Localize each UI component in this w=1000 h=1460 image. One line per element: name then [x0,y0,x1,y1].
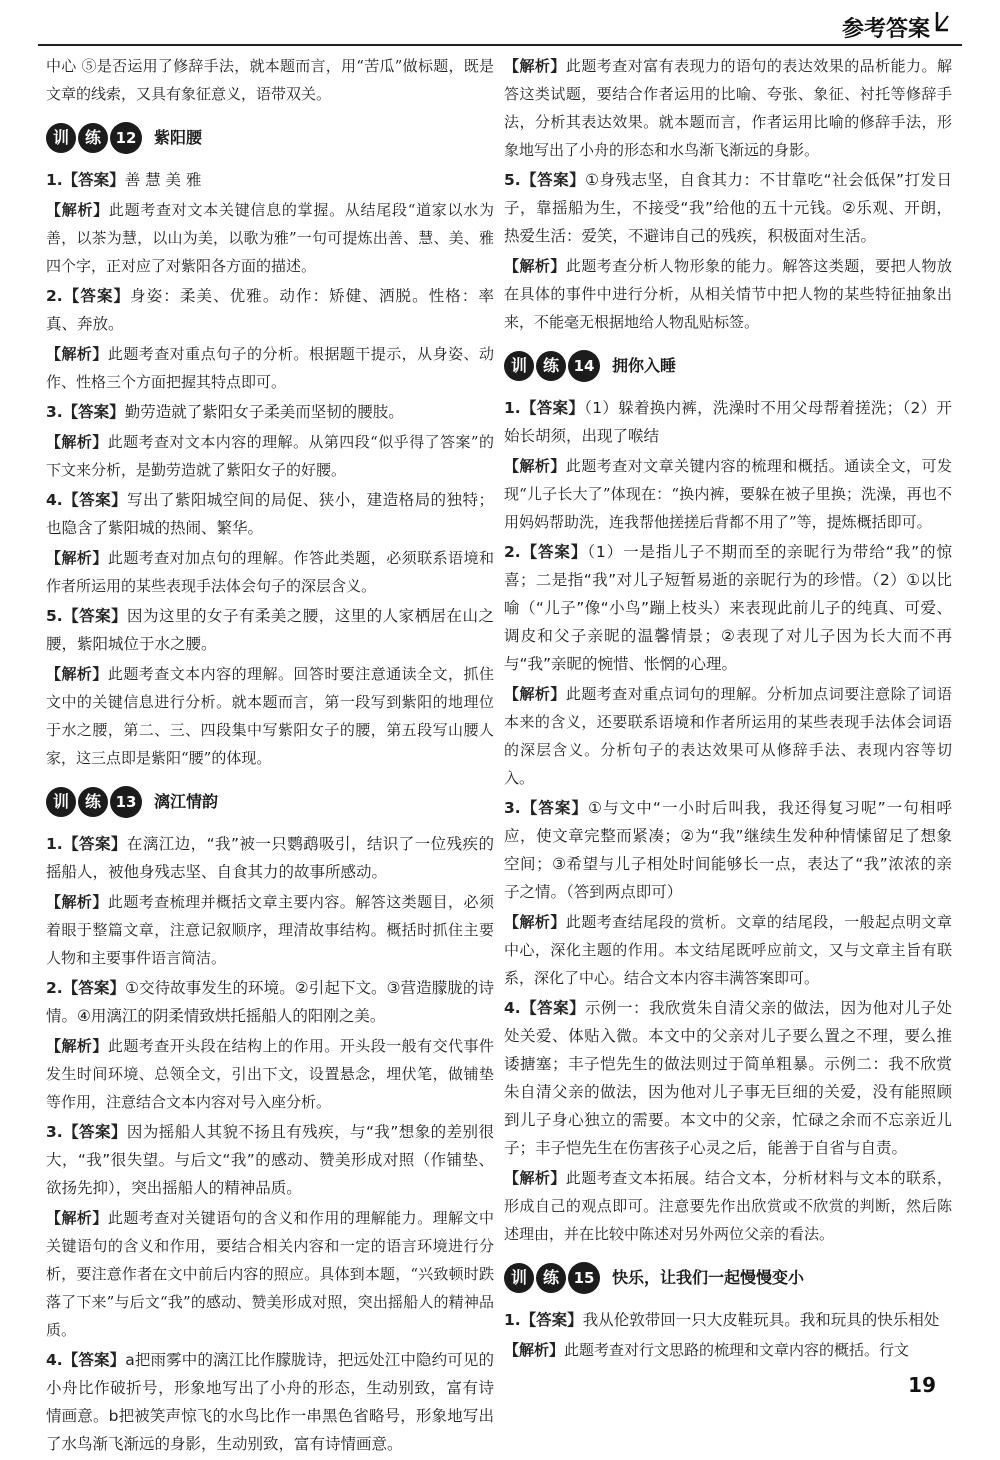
item-tag: 4.【答案】 [504,999,586,1017]
analysis-item [504,52,952,164]
section-number-badge: 12 [110,122,142,154]
item-text: 在漓江边，“我”被一只鹦鹉吸引，结识了一位残疾的摇船人，被他身残志坚、自食其力的故事所感动。 [46,835,494,881]
section-badge-char: 练 [78,787,108,817]
answer-item [504,994,952,1162]
answer-item [504,1306,952,1334]
item-tag: 2.【答案】 [46,979,126,997]
item-text: a把雨雾中的漓江比作朦胧诗，把远处江中隐约可见的小舟比作破折号，形象地写出了小舟的形态，生动别致，富有诗情画意。b把被笑声惊飞的水鸟比作一串黑色省略号，形象地写出了水鸟渐飞渐远的身影，生动别致，富有诗情画意。 [46,1351,494,1453]
item-text: ①身残志坚，自食其力：不甘靠吃“社会低保”打发日子，靠摇船为生，不接受“我”给他的五十元钱。②乐观、开朗，热爱生活：爱笑，不避讳自己的残疾，积极面对生活。 [504,171,952,245]
analysis-item [46,660,494,772]
item-tag: 【解析】 [46,549,108,567]
analysis-item [46,1204,494,1344]
item-text: 此题考查文本拓展。结合文本，分析材料与文本的联系，形成自己的观点即可。注意要先作出欣赏或不欣赏的判断，然后陈述理由，并在比较中陈述对另外两位父亲的看法。 [504,1169,952,1243]
answer-list-12 [46,166,494,772]
item-text: 此题考查开头段在结构上的作用。开头段一般有交代事件发生时间环境、总领全文，引出下文，设置悬念，埋伏笔，做铺垫等作用，注意结合文本内容对号入座分析。 [46,1037,494,1111]
item-tag: 【解析】 [504,913,566,931]
item-text: 我从伦敦带回一只大皮鞋玩具。我和玩具的快乐相处 [582,1311,940,1329]
answer-list-14 [504,394,952,1248]
answer-item [504,166,952,250]
section-header-13 [46,780,494,824]
item-tag: 4.【答案】 [46,1351,126,1369]
section-badge-char: 练 [78,123,108,153]
section-badge-char: 训 [504,351,534,381]
analysis-item [46,428,494,484]
item-tag: 1.【答案】 [46,835,127,853]
section-number-badge: 15 [568,1262,600,1294]
header-title: 参考答案 [841,17,930,42]
answer-list-13-cont [504,52,952,336]
answer-item [504,794,952,906]
item-text: ①交待故事发生的环境。②引起下文。③营造朦胧的诗情。④用漓江的阴柔情致烘托摇船人的阳刚之美。 [46,979,494,1025]
section-badge-char: 练 [536,1263,566,1293]
section-title: 拥你入睡 [612,356,677,375]
page-header [0,0,1000,46]
item-text: 勤劳造就了紫阳女子柔美而坚韧的腰肢。 [124,403,404,421]
item-text: 此题考查对加点句的理解。作答此类题，必须联系语境和作者所运用的某些表现手法体会句子的深层含义。 [46,549,494,595]
analysis-item [46,888,494,972]
item-tag: 1.【答案】 [504,1311,583,1329]
item-tag: 【解析】 [46,1209,108,1227]
answer-item [46,486,494,542]
item-tag: 1.【答案】 [504,399,585,417]
answer-item [46,830,494,886]
answer-item [46,282,494,338]
answer-list-15 [504,1306,952,1364]
item-text: 示例一：我欣赏朱自清父亲的做法，因为他对儿子处处关爱、体贴入微。本文中的父亲对儿子要么置之不理，要么推诿搪塞；丰子恺先生的做法则过于简单粗暴。示例二：我不欣赏朱自清父亲的做法，因为他对儿子事无巨细的关爱，没有能照顾到儿子身心独立的需要。本文中的父亲，忙碌之余而不忘亲近儿子；丰子恺先生在伤害孩子心灵之后，能善于自省与自责。 [504,999,952,1157]
item-text: 此题考查对行文思路的梳理和文章内容的概括。行文 [564,1341,910,1359]
item-tag: 3.【答案】 [46,403,125,421]
item-text: 此题考查对重点词句的理解。分析加点词要注意除了词语本来的含义，还要联系语境和作者所运用的某些表现手法体会词语的深层含义。分析句子的表达效果可从修辞手法、表现内容等切入。 [504,685,952,787]
item-tag: 2.【答案】 [504,543,588,561]
item-tag: 5.【答案】 [46,607,128,625]
item-text: 此题考查对重点句子的分析。根据题干提示，从身姿、动作、性格三个方面把握其特点即可。 [46,345,494,391]
section-header-12 [46,116,494,160]
section-number-badge: 14 [568,350,600,382]
item-text: 此题考查梳理并概括文章主要内容。解答这类题目，必须着眼于整篇文章，注意记叙顺序，理清故事结构。概括时抓住主要人物和主要事件语言简洁。 [46,893,494,967]
item-text: 此题考查对文章关键内容的梳理和概括。通读全文，可发现“儿子长大了”体现在：“换内裤，要躲在被子里换；洗澡，再也不用妈妈帮助洗，连我帮他搓搓后背都不用了”等，提炼概括即可。 [504,457,952,531]
item-tag: 4.【答案】 [46,491,128,509]
item-text: 因为这里的女子有柔美之腰，这里的人家栖居在山之腰，紫阳城位于水之腰。 [46,607,494,653]
answer-item [46,974,494,1030]
right-column [504,52,952,1366]
item-tag: 【解析】 [504,257,566,275]
item-text: （1）躲着换内裤，洗澡时不用父母帮着搓洗；（2）开始长胡须，出现了喉结 [504,399,952,445]
section-badge-char: 训 [46,123,76,153]
answer-list-13 [46,830,494,1458]
item-tag: 【解析】 [46,1037,108,1055]
item-text: 此题考查结尾段的赏析。文章的结尾段，一般起点明文章中心，深化主题的作用。本文结尾既呼应前文，又与文章主旨有联系，深化了中心。结合文本内容丰满答案即可。 [504,913,952,987]
item-text: 因为摇船人其貌不扬且有残疾，与“我”想象的差别很大，“我”很失望。与后文“我”的感动、赞美形成对照（作铺垫、欲扬先抑），突出摇船人的精神品质。 [46,1123,494,1197]
analysis-item [504,252,952,336]
section-badge-char: 练 [536,351,566,381]
section-badge-char: 训 [504,1263,534,1293]
answer-item [46,166,494,194]
item-tag: 【解析】 [504,1341,565,1359]
corner-mark-icon [934,10,950,34]
item-text: 善 慧 美 雅 [124,171,202,189]
answer-item [46,1346,494,1458]
answer-item [46,1118,494,1202]
item-text: 此题考查对文本关键信息的掌握。从结尾段“道家以水为善，以茶为慧，以山为美，以歌为雅”一句可提炼出善、慧、美、雅四个字，正对应了对紫阳各方面的描述。 [46,201,494,275]
analysis-item [46,1032,494,1116]
section-title: 快乐，让我们一起慢慢变小 [612,1268,805,1287]
item-text: 此题考查文本内容的理解。回答时要注意通读全文，抓住文中的关键信息进行分析。就本题而言，第一段写到紫阳的地理位于水之腰，第二、三、四段集中写紫阳女子的腰，第五段写山腰人家，这三点即是紫阳“腰”的体现。 [46,665,494,767]
answer-item [504,394,952,450]
item-text: 身姿：柔美、优雅。动作：矫健、洒脱。性格：率真、奔放。 [46,287,494,333]
item-tag: 【解析】 [504,685,566,703]
section-number-badge: 13 [110,786,142,818]
answer-item [504,538,952,678]
section-title: 漓江情韵 [154,792,219,811]
item-tag: 【解析】 [46,893,108,911]
analysis-item [504,452,952,536]
analysis-item [504,680,952,792]
section-badge-char: 训 [46,787,76,817]
answer-item [46,602,494,658]
left-column [46,52,494,1460]
item-tag: 【解析】 [504,1169,566,1187]
analysis-item [504,908,952,992]
continued-paragraph: 中心 ⑤是否运用了修辞手法，就本题而言，用“苦瓜”做标题，既是文章的线索，又具有象征意义，语带双关。 [46,57,494,103]
section-title: 紫阳腰 [154,128,203,147]
item-tag: 【解析】 [504,57,566,75]
item-tag: 【解析】 [504,457,566,475]
analysis-item [504,1336,952,1364]
analysis-item [46,340,494,396]
section-header-14 [504,344,952,388]
section-header-15 [504,1256,952,1300]
analysis-item [504,1164,952,1248]
item-text: 此题考查对关键语句的含义和作用的理解能力。理解文中关键语句的含义和作用，要结合相关内容和一定的语言环境进行分析，要注意作者在文中前后内容的照应。具体到本题，“兴致顿时跌落了下来”与后文“我”的感动、赞美形成对照，突出摇船人的精神品质。 [46,1209,494,1339]
analysis-item [46,544,494,600]
item-tag: 【解析】 [46,433,108,451]
item-text: 此题考查对文本内容的理解。从第四段“似乎得了答案”的下文来分析，是勤劳造就了紫阳女子的好腰。 [46,433,494,479]
item-tag: 【解析】 [46,345,108,363]
page-number: 19 [908,1373,936,1397]
item-text: 写出了紫阳城空间的局促、狭小，建造格局的独特；也隐含了紫阳城的热闹、繁华。 [46,491,494,537]
item-text: （1）一是指儿子不期而至的亲昵行为带给“我”的惊喜；二是指“我”对儿子短暂易逝的亲昵行为的珍惜。（2）①以比喻（“儿子”像“小鸟”蹦上枝头）来表现此前儿子的纯真、可爱、调皮和父子亲昵的温馨情景；②表现了对儿子因为长大而不再与“我”亲昵的惋惜、怅惘的心理。 [504,543,952,673]
item-tag: 1.【答案】 [46,171,125,189]
item-tag: 3.【答案】 [46,1123,127,1141]
item-text: 此题考查对富有表现力的语句的表达效果的品析能力。解答这类试题，要结合作者运用的比喻、夸张、象征、衬托等修辞手法，分析其表达效果。就本题而言，作者运用比喻的修辞手法，形象地写出了小舟的形态和水鸟渐飞渐远的身影。 [504,57,952,159]
item-text: ①与文中“一小时后叫我，我还得复习呢”一句相呼应，使文章完整而紧凑；②为“我”继续生发种种情愫留足了想象空间；③希望与儿子相处时间能够长一点，表达了“我”浓浓的亲子之情。（答到两点即可） [504,799,952,901]
item-tag: 3.【答案】 [504,799,589,817]
item-tag: 【解析】 [46,665,108,683]
item-tag: 5.【答案】 [504,171,586,189]
item-tag: 【解析】 [46,201,109,219]
answer-item [46,398,494,426]
analysis-item [46,196,494,280]
header-rule [38,44,962,46]
item-text: 此题考查分析人物形象的能力。解答这类题，要把人物放在具体的事件中进行分析，从相关情节中把人物的某些特征抽象出来，不能毫无根据地给人物乱贴标签。 [504,257,952,331]
item-tag: 2.【答案】 [46,287,131,305]
